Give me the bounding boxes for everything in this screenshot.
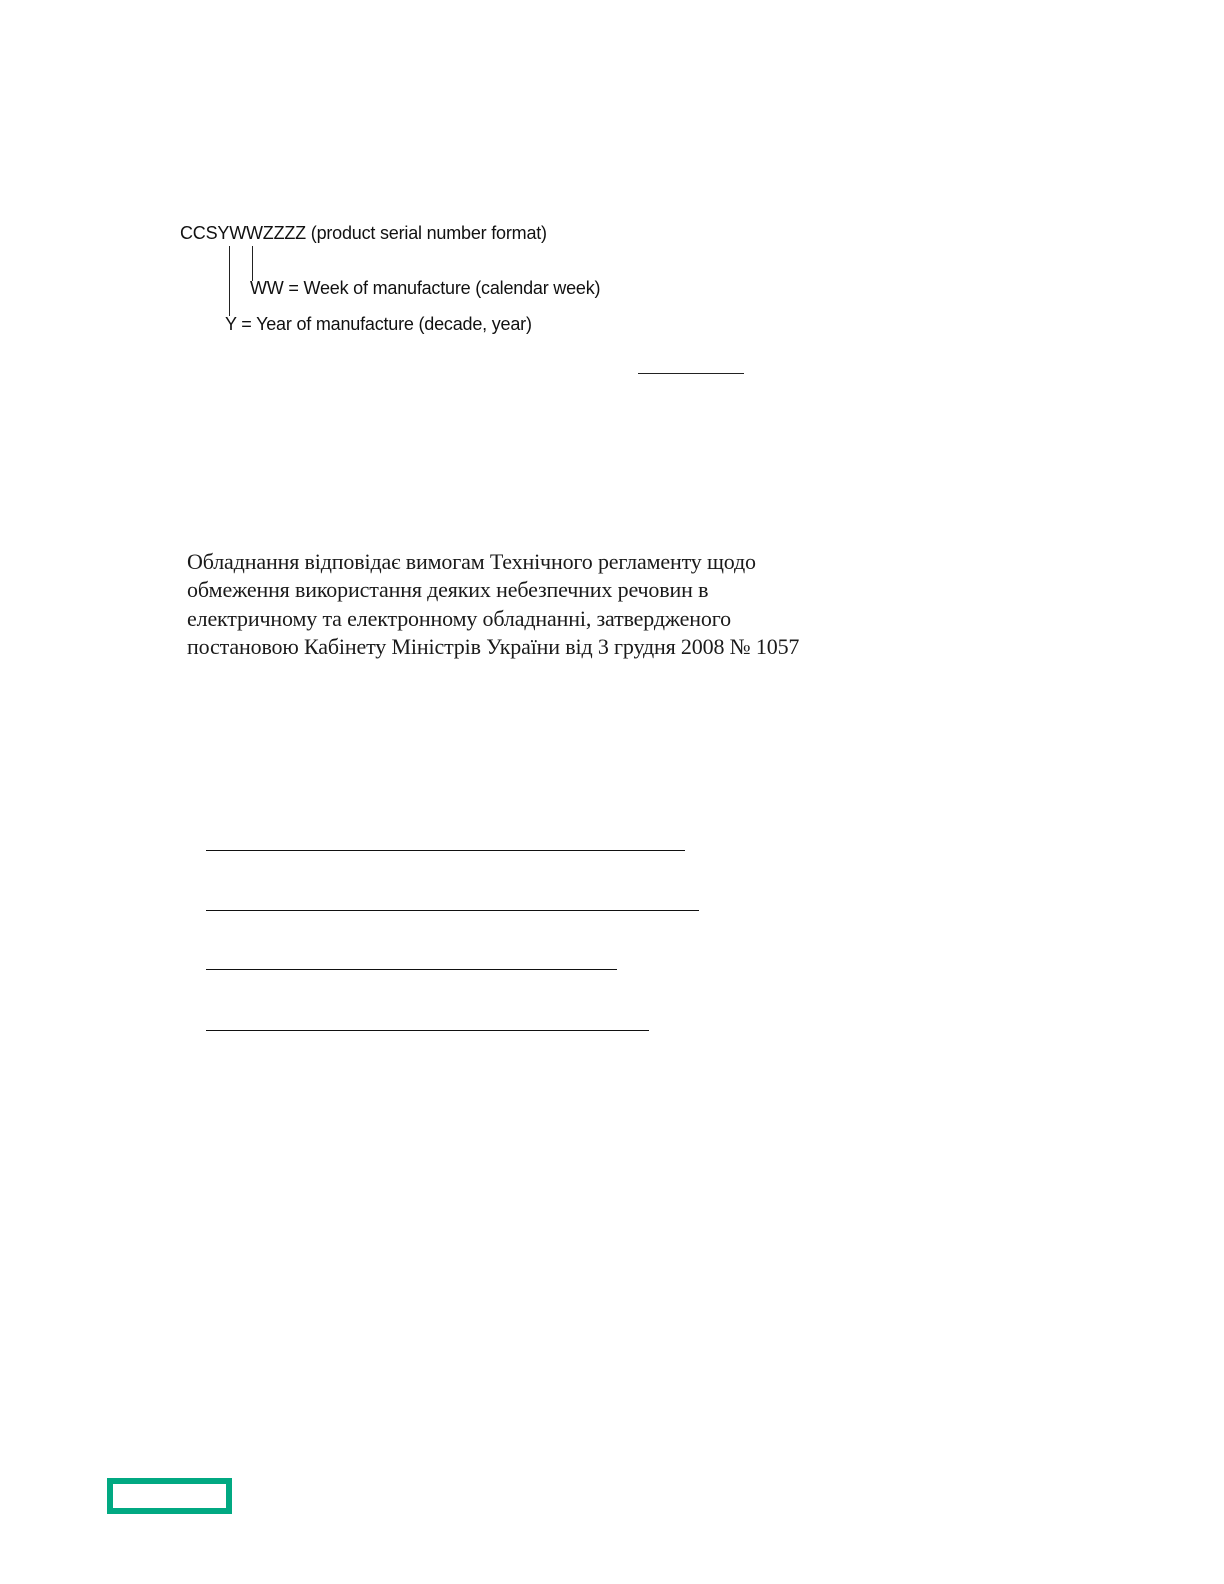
week-of-manufacture-label: WW = Week of manufacture (calendar week) xyxy=(250,278,601,298)
statement-line: постановою Кабінету Міністрів України від 3 грудня 2008 № 1057 xyxy=(187,633,800,659)
statement-line: Обладнання відповідає вимогам Технічного регламенту щодо xyxy=(187,549,756,574)
year-of-manufacture-label: Y = Year of manufacture (decade, year) xyxy=(225,314,532,334)
statement-line: електричному та електронному обладнанні, затвердженого xyxy=(187,605,731,631)
blank-line-4 xyxy=(206,1030,649,1031)
hpe-logo-icon xyxy=(107,1478,232,1514)
blank-line-2 xyxy=(206,910,699,911)
blank-line-1 xyxy=(206,850,685,851)
diagram-connector-week xyxy=(252,246,253,281)
ukraine-compliance-statement xyxy=(187,548,907,661)
serial-format-label: CCSYWWZZZZ (product serial number format) xyxy=(180,223,547,243)
diagram-connector-year xyxy=(229,246,230,316)
divider-rule xyxy=(638,373,744,374)
statement-line: обмеження використання деяких небезпечних речовин в xyxy=(187,577,709,603)
blank-line-3 xyxy=(206,969,617,970)
